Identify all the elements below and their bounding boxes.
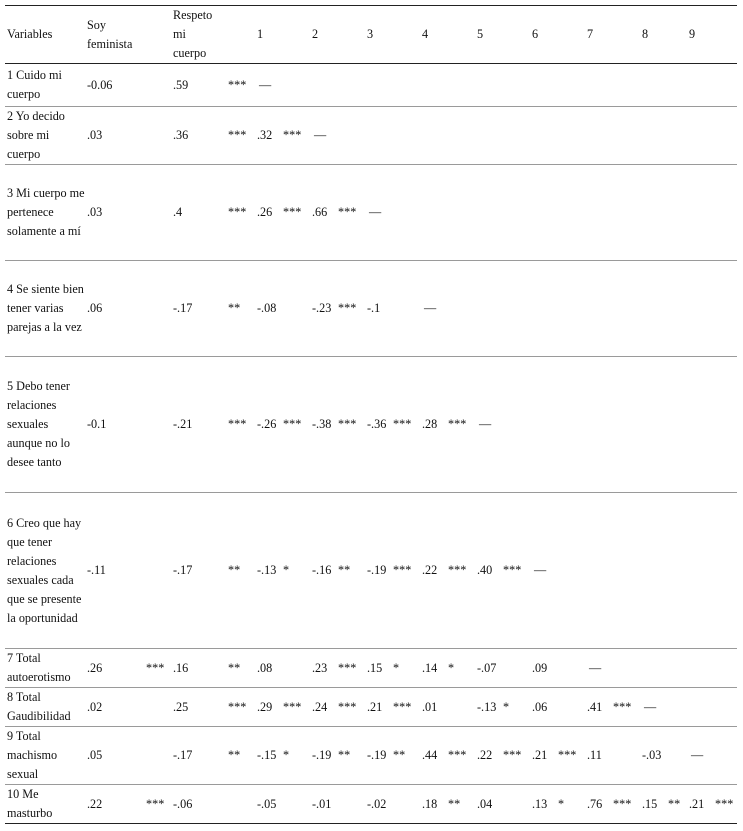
significance-mark: [610, 493, 640, 649]
correlation-value: [420, 107, 445, 165]
header-cell: [500, 5, 530, 64]
correlation-value: [640, 107, 665, 165]
significance-mark: [555, 261, 585, 357]
correlation-value: [365, 64, 390, 107]
correlation-value: [365, 107, 390, 165]
significance-mark: ***: [143, 785, 171, 824]
correlation-value: —: [420, 261, 445, 357]
significance-mark: **: [335, 727, 365, 785]
correlation-value: -.17: [171, 727, 225, 785]
correlation-value: .14: [420, 649, 445, 688]
table-row: [5, 107, 737, 165]
header-cell: [225, 5, 255, 64]
header-cell: 8: [640, 5, 665, 64]
header-cell: Respeto mi cuerpo: [171, 5, 225, 64]
variable-label: 2 Yo decido sobre mi cuerpo: [5, 107, 85, 165]
significance-mark: [500, 165, 530, 261]
significance-mark: [610, 64, 640, 107]
table-row: [5, 727, 737, 785]
significance-mark: *: [555, 785, 585, 824]
header-cell: 4: [420, 5, 445, 64]
correlation-value: [475, 261, 500, 357]
correlation-value: [687, 649, 712, 688]
header-cell: 9: [687, 5, 712, 64]
significance-mark: [445, 688, 475, 727]
significance-mark: [712, 64, 737, 107]
correlation-value: [475, 64, 500, 107]
correlation-value: [687, 165, 712, 261]
variable-label: 5 Debo tener relaciones sexuales aunque no lo desee tanto: [5, 357, 85, 493]
correlation-value: —: [640, 688, 665, 727]
significance-mark: [390, 107, 420, 165]
correlation-value: .01: [420, 688, 445, 727]
correlation-value: -.03: [640, 727, 665, 785]
significance-mark: ***: [143, 649, 171, 688]
significance-mark: [390, 261, 420, 357]
significance-mark: *: [445, 649, 475, 688]
correlation-value: .05: [85, 727, 143, 785]
correlation-value: [687, 493, 712, 649]
header-cell: [143, 5, 171, 64]
correlation-value: .09: [530, 649, 555, 688]
header-cell: [555, 5, 585, 64]
correlation-value: -.19: [365, 727, 390, 785]
correlation-value: .16: [171, 649, 225, 688]
correlation-value: .08: [255, 649, 280, 688]
significance-mark: ***: [280, 165, 310, 261]
significance-mark: [500, 649, 530, 688]
correlation-value: -.05: [255, 785, 280, 824]
correlation-value: [585, 261, 610, 357]
correlation-value: .21: [365, 688, 390, 727]
correlation-value: -.38: [310, 357, 335, 493]
correlation-value: -.01: [310, 785, 335, 824]
correlation-value: [310, 64, 335, 107]
correlation-value: -.17: [171, 261, 225, 357]
correlation-value: -.07: [475, 649, 500, 688]
correlation-value: .06: [85, 261, 143, 357]
header-cell: 1: [255, 5, 280, 64]
significance-mark: [143, 493, 171, 649]
table-row: [5, 261, 737, 357]
significance-mark: [500, 357, 530, 493]
significance-mark: **: [445, 785, 475, 824]
significance-mark: [500, 261, 530, 357]
significance-mark: [665, 357, 687, 493]
correlation-value: [687, 261, 712, 357]
header-variables: Variables: [5, 5, 85, 64]
significance-mark: [712, 261, 737, 357]
significance-mark: [712, 493, 737, 649]
correlation-value: .23: [310, 649, 335, 688]
significance-mark: [555, 493, 585, 649]
correlation-value: .24: [310, 688, 335, 727]
header-cell: [390, 5, 420, 64]
significance-mark: *: [280, 727, 310, 785]
table-row: [5, 688, 737, 727]
variable-label: 10 Me masturbo: [5, 785, 85, 824]
significance-mark: [280, 261, 310, 357]
header-cell: [712, 5, 737, 64]
significance-mark: [712, 649, 737, 688]
correlation-value: .04: [475, 785, 500, 824]
significance-mark: ***: [225, 688, 255, 727]
correlation-value: [475, 107, 500, 165]
correlation-value: .36: [171, 107, 225, 165]
correlation-value: .22: [85, 785, 143, 824]
significance-mark: [665, 688, 687, 727]
significance-mark: **: [665, 785, 687, 824]
correlation-value: .02: [85, 688, 143, 727]
correlation-value: [640, 261, 665, 357]
variable-label: 3 Mi cuerpo me pertenece solamente a mí: [5, 165, 85, 261]
header-cell: 5: [475, 5, 500, 64]
significance-mark: [143, 357, 171, 493]
significance-mark: [335, 64, 365, 107]
correlation-value: .13: [530, 785, 555, 824]
header-cell: Soy feminista: [85, 5, 143, 64]
significance-mark: [665, 493, 687, 649]
correlation-value: [585, 107, 610, 165]
significance-mark: [280, 64, 310, 107]
correlation-value: [640, 649, 665, 688]
correlation-value: —: [310, 107, 335, 165]
significance-mark: [143, 688, 171, 727]
correlation-value: —: [530, 493, 555, 649]
significance-mark: ***: [335, 165, 365, 261]
correlation-value: —: [687, 727, 712, 785]
correlation-value: -.36: [365, 357, 390, 493]
correlation-value: .26: [85, 649, 143, 688]
significance-mark: [665, 649, 687, 688]
correlation-value: [585, 64, 610, 107]
header-cell: 3: [365, 5, 390, 64]
significance-mark: [225, 785, 255, 824]
correlation-value: .25: [171, 688, 225, 727]
correlation-value: [530, 107, 555, 165]
table-row: [5, 165, 737, 261]
significance-mark: ***: [712, 785, 737, 824]
correlation-value: .32: [255, 107, 280, 165]
significance-mark: ***: [225, 64, 255, 107]
significance-mark: ***: [280, 107, 310, 165]
correlation-value: .4: [171, 165, 225, 261]
significance-mark: ***: [335, 261, 365, 357]
significance-mark: ***: [500, 493, 530, 649]
correlation-value: .29: [255, 688, 280, 727]
correlation-value: -.02: [365, 785, 390, 824]
header-cell: [665, 5, 687, 64]
table-header: [5, 5, 737, 64]
correlation-value: .59: [171, 64, 225, 107]
significance-mark: [555, 165, 585, 261]
correlation-value: —: [475, 357, 500, 493]
significance-mark: ***: [390, 493, 420, 649]
correlation-value: .11: [585, 727, 610, 785]
significance-mark: [610, 165, 640, 261]
significance-mark: [143, 64, 171, 107]
correlation-value: .44: [420, 727, 445, 785]
correlation-value: —: [365, 165, 390, 261]
variable-label: 7 Total autoerotismo: [5, 649, 85, 688]
correlation-value: .22: [475, 727, 500, 785]
significance-mark: [335, 785, 365, 824]
header-row: [5, 5, 737, 64]
significance-mark: ***: [335, 649, 365, 688]
correlation-value: -.13: [255, 493, 280, 649]
significance-mark: **: [225, 649, 255, 688]
correlation-value: -.08: [255, 261, 280, 357]
significance-mark: ***: [225, 107, 255, 165]
table-row: [5, 64, 737, 107]
significance-mark: [712, 688, 737, 727]
significance-mark: [280, 785, 310, 824]
significance-mark: [143, 107, 171, 165]
significance-mark: [610, 261, 640, 357]
correlation-value: .22: [420, 493, 445, 649]
header-cell: 7: [585, 5, 610, 64]
significance-mark: [712, 727, 737, 785]
correlation-value: [530, 357, 555, 493]
significance-mark: ***: [500, 727, 530, 785]
significance-mark: [143, 727, 171, 785]
significance-mark: ***: [335, 688, 365, 727]
correlation-value: .76: [585, 785, 610, 824]
correlation-value: .21: [687, 785, 712, 824]
correlation-value: .06: [530, 688, 555, 727]
significance-mark: [500, 785, 530, 824]
table-row: [5, 493, 737, 649]
table-row: [5, 785, 737, 824]
correlation-value: —: [255, 64, 280, 107]
correlation-value: -0.06: [85, 64, 143, 107]
correlation-value: -.11: [85, 493, 143, 649]
significance-mark: *: [280, 493, 310, 649]
significance-mark: [390, 64, 420, 107]
correlation-value: —: [585, 649, 610, 688]
correlation-value: .26: [255, 165, 280, 261]
correlation-value: .15: [640, 785, 665, 824]
correlation-value: .66: [310, 165, 335, 261]
significance-mark: ***: [610, 785, 640, 824]
header-cell: [280, 5, 310, 64]
correlation-value: -.16: [310, 493, 335, 649]
significance-mark: [712, 107, 737, 165]
correlation-value: .28: [420, 357, 445, 493]
table-body: [5, 64, 737, 824]
significance-mark: [555, 64, 585, 107]
correlation-value: [687, 64, 712, 107]
correlation-value: -.17: [171, 493, 225, 649]
correlation-value: [687, 688, 712, 727]
significance-mark: [712, 357, 737, 493]
correlation-value: [530, 165, 555, 261]
significance-mark: [500, 64, 530, 107]
correlation-value: [530, 64, 555, 107]
significance-mark: [665, 165, 687, 261]
variable-label: 6 Creo que hay que tener relaciones sexuales cada que se presente la oportunidad: [5, 493, 85, 649]
correlation-value: -0.1: [85, 357, 143, 493]
correlation-value: .41: [585, 688, 610, 727]
correlation-value: [420, 64, 445, 107]
correlation-value: [640, 165, 665, 261]
variable-label: 4 Se siente bien tener varias parejas a la vez: [5, 261, 85, 357]
correlation-value: [687, 357, 712, 493]
significance-mark: [665, 727, 687, 785]
variable-label: 8 Total Gaudibilidad: [5, 688, 85, 727]
correlation-value: [640, 493, 665, 649]
significance-mark: [445, 165, 475, 261]
significance-mark: ***: [280, 357, 310, 493]
significance-mark: ***: [390, 357, 420, 493]
correlation-value: [585, 165, 610, 261]
correlation-value: .18: [420, 785, 445, 824]
correlation-value: [475, 165, 500, 261]
significance-mark: **: [225, 727, 255, 785]
correlation-value: -.21: [171, 357, 225, 493]
significance-mark: [555, 357, 585, 493]
variable-label: 1 Cuido mi cuerpo: [5, 64, 85, 107]
significance-mark: ***: [335, 357, 365, 493]
significance-mark: [390, 785, 420, 824]
significance-mark: [143, 165, 171, 261]
correlation-value: -.26: [255, 357, 280, 493]
significance-mark: [555, 688, 585, 727]
significance-mark: *: [500, 688, 530, 727]
significance-mark: [665, 261, 687, 357]
table-row: [5, 649, 737, 688]
correlation-value: -.19: [365, 493, 390, 649]
header-cell: 2: [310, 5, 335, 64]
significance-mark: [665, 107, 687, 165]
correlation-value: -.23: [310, 261, 335, 357]
significance-mark: **: [335, 493, 365, 649]
correlation-value: -.15: [255, 727, 280, 785]
header-cell: [610, 5, 640, 64]
significance-mark: [445, 64, 475, 107]
significance-mark: ***: [445, 727, 475, 785]
header-cell: [335, 5, 365, 64]
correlation-value: [687, 107, 712, 165]
correlation-table: [5, 5, 737, 824]
significance-mark: *: [390, 649, 420, 688]
correlation-value: [585, 357, 610, 493]
significance-mark: [500, 107, 530, 165]
significance-mark: ***: [445, 493, 475, 649]
correlation-value: -.13: [475, 688, 500, 727]
significance-mark: **: [390, 727, 420, 785]
significance-mark: [610, 357, 640, 493]
correlation-value: .21: [530, 727, 555, 785]
significance-mark: [143, 261, 171, 357]
significance-mark: [390, 165, 420, 261]
significance-mark: [445, 261, 475, 357]
significance-mark: [445, 107, 475, 165]
significance-mark: [610, 727, 640, 785]
significance-mark: [665, 64, 687, 107]
correlation-value: .03: [85, 165, 143, 261]
significance-mark: [610, 649, 640, 688]
correlation-value: [640, 357, 665, 493]
significance-mark: ***: [225, 357, 255, 493]
variable-label: 9 Total machismo sexual: [5, 727, 85, 785]
correlation-value: .40: [475, 493, 500, 649]
correlation-value: -.1: [365, 261, 390, 357]
significance-mark: ***: [445, 357, 475, 493]
significance-mark: [555, 107, 585, 165]
header-cell: [445, 5, 475, 64]
significance-mark: **: [225, 493, 255, 649]
significance-mark: [280, 649, 310, 688]
correlation-value: .03: [85, 107, 143, 165]
significance-mark: ***: [555, 727, 585, 785]
correlation-value: [585, 493, 610, 649]
correlation-value: [420, 165, 445, 261]
correlation-value: -.19: [310, 727, 335, 785]
correlation-value: [530, 261, 555, 357]
significance-mark: [555, 649, 585, 688]
significance-mark: ***: [280, 688, 310, 727]
significance-mark: ***: [390, 688, 420, 727]
header-cell: 6: [530, 5, 555, 64]
correlation-value: -.06: [171, 785, 225, 824]
significance-mark: [610, 107, 640, 165]
table-row: [5, 357, 737, 493]
correlation-value: [640, 64, 665, 107]
significance-mark: [712, 165, 737, 261]
significance-mark: **: [225, 261, 255, 357]
significance-mark: ***: [610, 688, 640, 727]
significance-mark: [335, 107, 365, 165]
correlation-value: .15: [365, 649, 390, 688]
significance-mark: ***: [225, 165, 255, 261]
